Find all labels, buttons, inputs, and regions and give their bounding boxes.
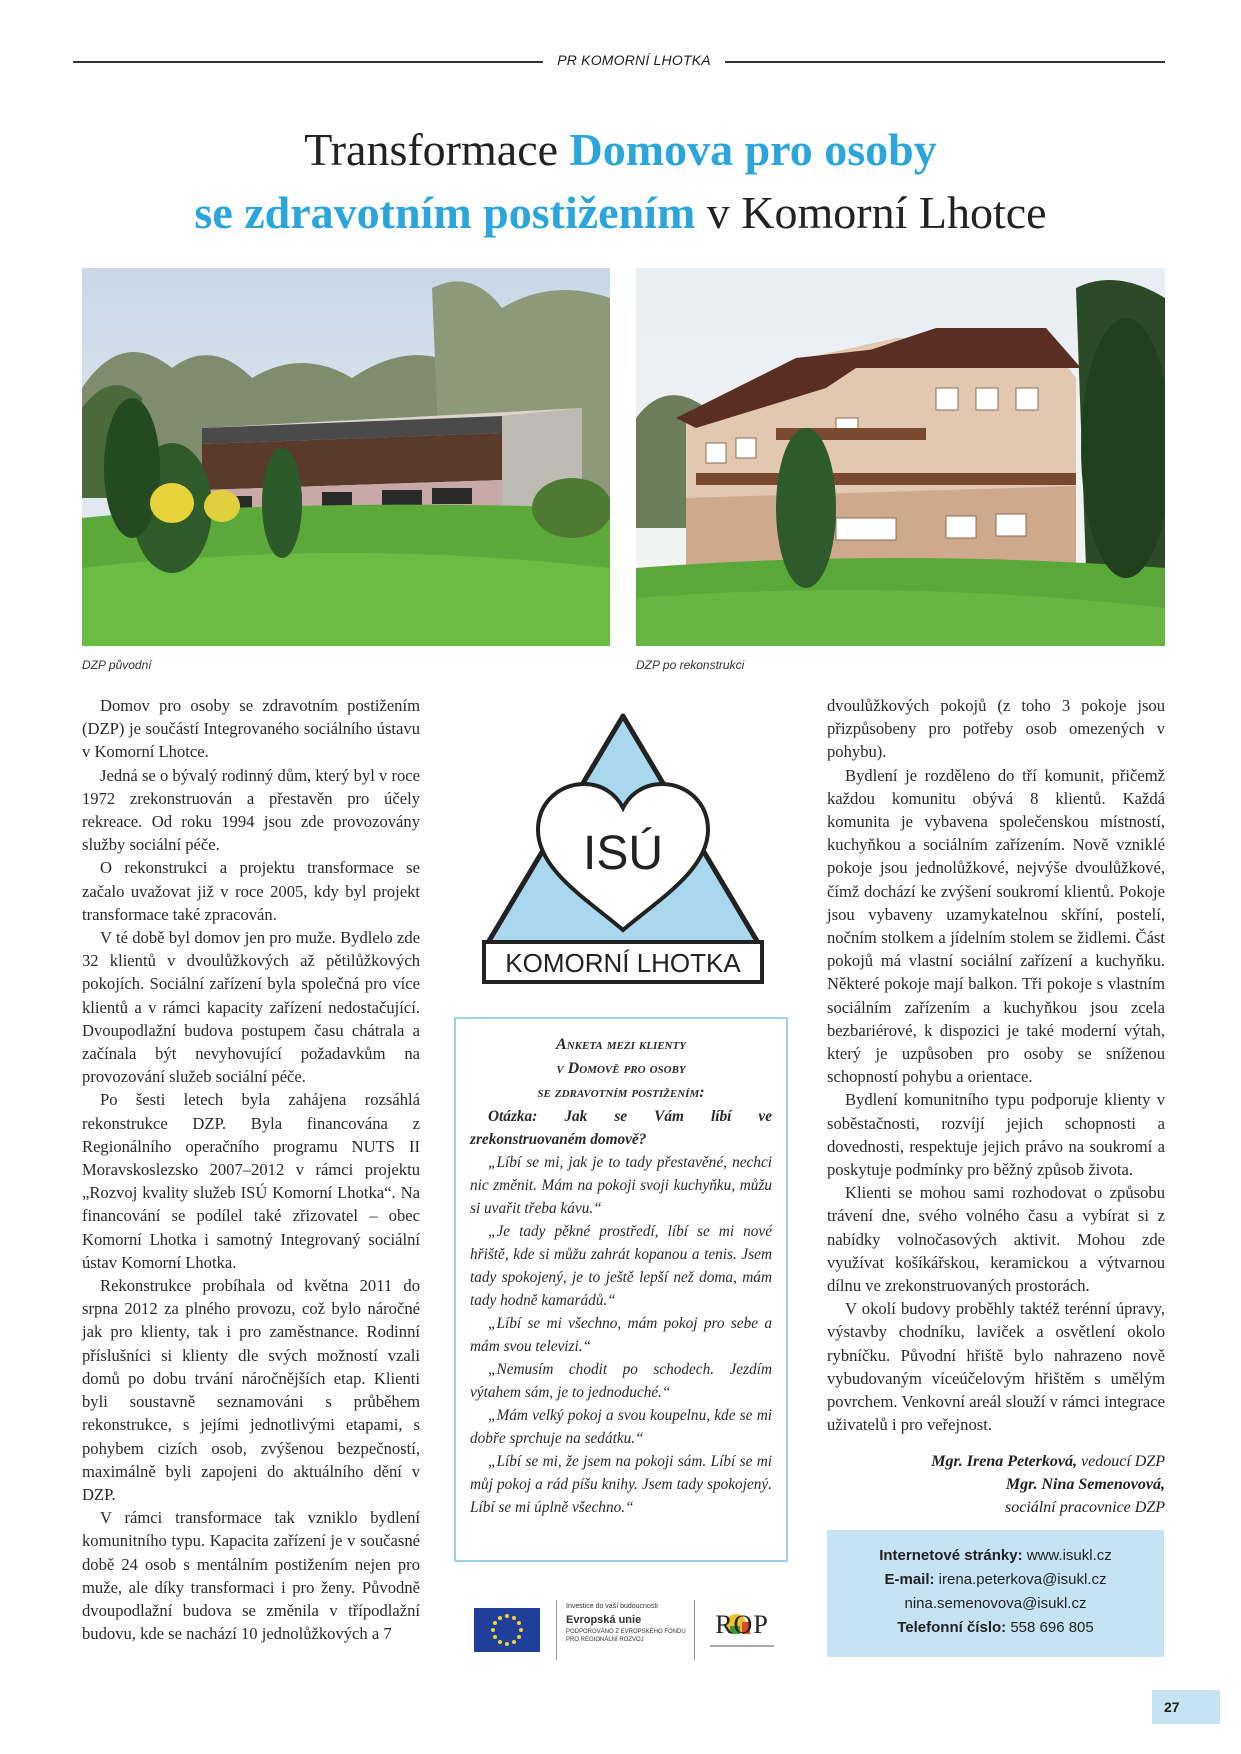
- page-title: [60, 120, 1181, 180]
- eu-flag-logo: [474, 1608, 540, 1652]
- eu-divider-2: [694, 1600, 695, 1660]
- eu-text-block: [566, 1602, 686, 1644]
- contact-email-label: E-mail:: [884, 1571, 935, 1588]
- title-highlight: Domova pro osoby: [569, 124, 937, 175]
- photo-original-image: [82, 268, 610, 646]
- paragraph: Jedná se o bývalý rodinný dům, který byl v roce 1972 zrekonstruován a přestavěn pro účely rekreace. Od roku 1994 jsou zde provozovány služby sociální péče.: [82, 765, 420, 855]
- survey-answer: „Líbí se mi všechno, mám pokoj pro sebe a mám svou televizi.“: [470, 1315, 772, 1355]
- contact-web-link[interactable]: www.isukl.cz: [1022, 1547, 1112, 1564]
- survey-answer: „Je tady pěkné prostředí, líbí se mi nové hřiště, kde si můžu zahrát kopanou a tenis. Jsem tady spokojený, je to ještě lepší než doma, mám tady hodně kamarádů.“: [470, 1223, 772, 1309]
- isu-logo-text: ISÚ: [582, 827, 663, 880]
- author-signature: [827, 1450, 1165, 1520]
- contact-web-label: Internetové stránky:: [879, 1547, 1023, 1564]
- photo-reconstructed-image: [636, 268, 1165, 646]
- survey-heading: se zdravotním postižením:: [537, 1084, 705, 1101]
- title-part: v Komorní Lhotce: [695, 187, 1047, 238]
- client-survey-box: [454, 1017, 788, 1562]
- contact-web: [827, 1544, 1164, 1568]
- survey-answer: „Nemusím chodit po schodech. Jezdím výtahem sám, je to jednoduché.“: [470, 1361, 772, 1401]
- author-role-1: vedoucí DZP: [1077, 1453, 1165, 1470]
- paragraph: Klienti se mohou sami rozhodovat o způsobu trávení dne, svého volného času a vybírat si z nabídky volnočasových aktivit. Mohou zde využívat košíkářskou, keramickou a výtvarnou dílnu ve zrekonstruovaných prostorách.: [827, 1183, 1165, 1296]
- eu-tagline: Investice do vaší budoucnosti: [566, 1603, 658, 1610]
- rop-text: ROP: [715, 1610, 769, 1639]
- title-highlight: se zdravotním postižením: [194, 187, 696, 238]
- photo-reconstructed-building: [636, 268, 1165, 646]
- caption-original: DZP původní: [82, 658, 152, 672]
- paragraph: dvoulůžkových pokojů (z toho 3 pokoje jsou přizpůsobeny pro potřeby osob omezených v pohybu).: [827, 696, 1165, 762]
- isu-logo-bottom-text: KOMORNÍ LHOTKA: [505, 948, 741, 978]
- header-rule-right: [725, 61, 1165, 63]
- article-column-1: [82, 694, 420, 1645]
- header-label: PR KOMORNÍ LHOTKA: [557, 52, 711, 68]
- contact-email-2[interactable]: nina.semenovova@isukl.cz: [904, 1595, 1087, 1612]
- paragraph: Bydlení komunitního typu podporuje klienty v soběstačnosti, rozvíjí jejich schopnosti a dovednosti, respektuje jejich právo na soukromí a poskytuje podmínky pro běžný způsob života.: [827, 1090, 1165, 1180]
- survey-answer: „Líbí se mi, jak je to tady přestavěné, nechci nic změnit. Mám na pokoji svoji kuchyňku, můžu si uvařit třeba kávu.“: [470, 1154, 772, 1217]
- contact-box: [827, 1530, 1164, 1657]
- contact-email: [827, 1568, 1164, 1592]
- caption-reconstructed: DZP po rekonstrukci: [636, 658, 745, 672]
- survey-answer: „Líbí se mi, že jsem na pokoji sám. Líbí se mi můj pokoj a rád píšu knihy. Jsem tady spokojený. Líbí se mi úplně všechno.“: [470, 1453, 772, 1516]
- paragraph: V okolí budovy proběhly taktéž terénní úpravy, výstavby chodníku, laviček a osvětlení okolo rybníčku. Původní hřiště bylo nahrazeno nově vybudovaným víceúčelovým hřištěm s umělým povrchem. Venkovní areál slouží v rámci integrace uživatelů i pro veřejnost.: [827, 1299, 1165, 1435]
- contact-phone-value: 558 696 805: [1006, 1619, 1094, 1636]
- author-name-1: Mgr. Irena Peterková,: [931, 1453, 1078, 1470]
- signature-line-1: [827, 1450, 1165, 1473]
- paragraph: O rekonstrukci a projektu transformace se začalo uvažovat již v roce 2005, kdy byl projekt transformace také zpracován.: [82, 858, 420, 924]
- survey-heading: Anketa mezi klienty: [556, 1036, 686, 1053]
- survey-heading: v Domově pro osoby: [556, 1060, 686, 1077]
- survey-answer: „Mám velký pokoj a svou koupelnu, kde se mi dobře sprchuje na sedátku.“: [470, 1407, 772, 1447]
- author-name-2: Mgr. Nina Semenovová,: [1005, 1476, 1165, 1494]
- contact-phone-label: Telefonní číslo:: [897, 1619, 1007, 1636]
- title-part: Transformace: [304, 124, 570, 175]
- rop-logo: [706, 1604, 778, 1656]
- contact-email-link[interactable]: irena.peterkova@isukl.cz: [934, 1571, 1107, 1588]
- eu-fund: PODPOROVÁNO Z EVROPSKÉHO FONDU PRO REGIONÁLNÍ ROZVOJ: [566, 1629, 686, 1643]
- isu-logo: [478, 710, 768, 985]
- article-column-3: [827, 694, 1165, 1437]
- paragraph: V rámci transformace tak vzniklo bydlení komunitního typu. Kapacita zařízení je v současné době 24 osob s mentálním postižením nejen pro muže, ale díky transformaci i pro ženy. Původně dvoupodlažní budova se změnila v třípodlažní budovu, kde se nachází 10 jednolůžkových a 7: [82, 1508, 420, 1644]
- page-number: 27: [1152, 1690, 1220, 1724]
- eu-divider: [556, 1600, 557, 1660]
- author-role-2: sociální pracovnice DZP: [1005, 1499, 1165, 1517]
- paragraph: Bydlení je rozděleno do tří komunit, přičemž každou komunitu obývá 8 klientů. Každá komunita je vybavena společenskou místností, kuchyňkou a sociálním zařízením. Nově vzniklé pokoje jsou jednolůžkové, nejvýše dvoulůžkové, čímž dochází ke zvýšení soukromí klientů. Pokoje jsou vybaveny uzamykatelnou skříní, postelí, nočním stolkem a jídelním stolem se židlemi. Část pokojů má vlastní sociální zařízení a kuchyňku. Některé pokoje mají balkon. Tři pokoje s vlastním sociálním zařízením a kuchyňkou jsou zcela bezbariérové, k dispozici je také moderní výtah, který je uzpůsoben pro osoby se sníženou schopností pohybu a orientace.: [827, 765, 1165, 1087]
- paragraph: Domov pro osoby se zdravotním postižením (DZP) je součástí Integrovaného sociálního ústavu v Komorní Lhotce.: [82, 696, 420, 762]
- page-title-line2: [60, 183, 1181, 243]
- contact-phone: [827, 1616, 1164, 1640]
- paragraph: Rekonstrukce probíhala od května 2011 do srpna 2012 za plného provozu, což bylo náročné jak pro klienty, tak i pro zaměstnance. Rodinní příslušníci si klienty dle svých možností vzali domů po dobu trvání náročnějších etap. Klienti byli soustavně seznamováni s průběhem rekonstrukce, s jejími jednotlivými etapami, s pohybem cizích osob, zvýšenou bezpečností, maximálně byli zapojeni do aktuálního dění v DZP.: [82, 1276, 420, 1504]
- paragraph: V té době byl domov jen pro muže. Bydlelo zde 32 klientů v dvoulůžkových až pětilůžkových pokojích. Sociální zařízení byla společná pro více klientů a v rámci kapacity zařízení nedostačující. Dvoupodlažní budova postupem času chátrala a začínala být nevyhovující požadavkům na provozování služeb sociální péče.: [82, 928, 420, 1087]
- survey-question: Otázka: Jak se Vám líbí ve zrekonstruovaném domově?: [470, 1108, 772, 1148]
- eu-flag-icon: [474, 1608, 540, 1652]
- header-rule-left: [73, 61, 543, 63]
- photo-original-building: [82, 268, 610, 646]
- eu-name: Evropská unie: [566, 1614, 642, 1626]
- paragraph: Po šesti letech byla zahájena rozsáhlá rekonstrukce DZP. Byla financována z Regionálního operačního programu NUTS II Moravskoslezsko 2007–2012 v rámci projektu „Rozvoj kvality služeb ISÚ Komorní Lhotka“. Na financování se podílel také zřizovatel – obec Komorní Lhotka i samotný Integrovaný sociální ústav Komorní Lhotka.: [82, 1090, 420, 1272]
- signature-line-2: [827, 1473, 1165, 1496]
